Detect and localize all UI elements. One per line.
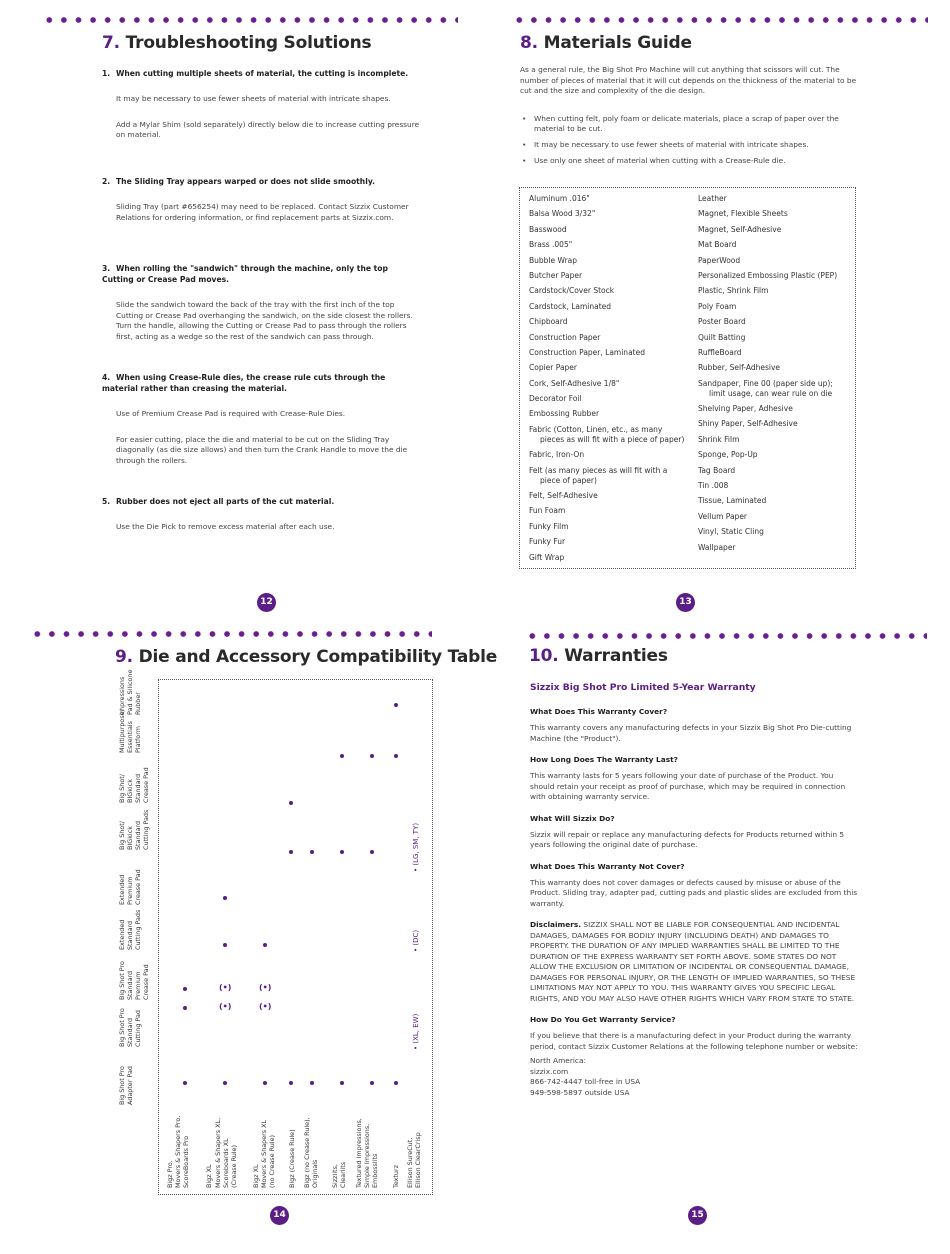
- material-item: [698, 481, 854, 491]
- compat-dot: [289, 801, 293, 805]
- compat-dot: [223, 943, 227, 947]
- dot-rule-top-right: [512, 17, 928, 23]
- page-number-12: 12: [257, 593, 276, 612]
- material-item: [698, 348, 854, 358]
- page-title-compatibility: [115, 647, 497, 667]
- compat-dot: [340, 1081, 344, 1085]
- troubleshooting-question: [102, 263, 422, 285]
- material-name: Cardstock, Laminated: [529, 301, 612, 311]
- contact-line: North America:: [530, 1056, 586, 1065]
- material-name: Construction Paper: [529, 332, 601, 342]
- warranty-heading: How Do You Get Warranty Service?: [530, 1015, 676, 1024]
- material-item: [698, 450, 854, 460]
- material-item: [529, 302, 699, 312]
- compat-dot: [394, 754, 398, 758]
- compat-optional-mark: (•): [219, 983, 232, 992]
- material-name: Poly Foam: [698, 301, 737, 311]
- warranty-section: [530, 814, 860, 851]
- warranty-paragraph: This warranty covers any manufacturing defects in your Sizzix Big Shot Pro Die-cutting Machine (the "Product").: [530, 723, 852, 743]
- answer-paragraph: Add a Mylar Shim (sold separately) directly below die to increase cutting pressure on material.: [116, 119, 420, 139]
- compat-dot: [183, 1006, 187, 1010]
- compat-dot: [263, 1081, 267, 1085]
- material-name: Construction Paper, Laminated: [529, 347, 645, 357]
- material-item: [698, 435, 854, 445]
- material-name: Butcher Paper: [529, 270, 583, 280]
- contact-line: 949-598-5897 outside USA: [530, 1087, 630, 1097]
- troubleshooting-item: [102, 263, 422, 342]
- materials-intro: As a general rule, the Big Shot Pro Machine will cut anything that scissors will cut. The number of pieces of material that it will cut depends on the thickness of the material to be cut and the size and complexity of the die design.: [520, 65, 857, 95]
- disclaimer-text: SIZZIX SHALL NOT BE LIABLE FOR CONSEQUENTIAL AND INCIDENTAL DAMAGES, DAMAGES FOR BODILY INJURY (INCLUDING DEATH) AND DAMAGES TO PROPERTY. THE DURATION OF ANY IMPLIED WARRANTIES SHALL BE LIMITED TO THE DURATION OF THE EXPRESS WARRANTY SET FORTH ABOVE. SOME STATES DO NOT ALLOW THE EXCLUSION OR LIMITATION OF INCIDENTAL OR CONSEQUENTIAL DAMAGE, DAMAGES FOR PERSONAL INJURY, OR THE LENGTH OF IMPLIED WARRANTIES, SO THESE LIMITATIONS MAY NOT APPLY TO YOU. THIS WARRANTY GIVES YOU SPECIFIC LEGAL RIGHTS, AND YOU MAY ALSO HAVE OTHER RIGHTS WHICH VARY FROM STATE TO STATE.: [530, 920, 856, 1003]
- material-name: PaperWood: [698, 255, 741, 265]
- material-name: Shrink Film: [698, 434, 740, 444]
- material-name: Felt (as many pieces as will fit with a: [529, 465, 668, 475]
- question-text: When cutting multiple sheets of material, the cutting is incomplete.: [116, 69, 409, 78]
- material-name: Fun Foam: [529, 506, 566, 516]
- compat-dot: [183, 987, 187, 991]
- material-item: [698, 240, 854, 250]
- material-name: Rubber, Self-Adhesive: [698, 363, 781, 373]
- material-name: Embossing Rubber: [529, 409, 600, 419]
- contact-line: sizzix.com: [530, 1066, 569, 1076]
- troubleshooting-item: [102, 496, 422, 533]
- compat-optional-mark: (•): [259, 983, 272, 992]
- material-item: [529, 491, 699, 501]
- material-item: [529, 409, 699, 419]
- material-name: Gift Wrap: [529, 552, 565, 562]
- materials-bullet: • It may be necessary to use fewer sheets of material with intricate shapes.: [520, 140, 860, 150]
- material-item: [529, 333, 699, 343]
- item-number: 2.: [102, 177, 111, 186]
- materials-table: [519, 187, 856, 569]
- material-item: [698, 363, 854, 373]
- material-item: [698, 225, 854, 235]
- section-title-text: Die and Accessory Compatibility Table: [132, 647, 498, 667]
- material-item: [698, 496, 854, 506]
- material-item: [529, 286, 699, 296]
- material-item: [529, 240, 699, 250]
- material-item: [698, 271, 854, 281]
- material-item: [698, 379, 854, 399]
- answer-paragraph: Use of Premium Crease Pad is required with Crease-Rule Dies.: [116, 409, 346, 418]
- material-name: Felt, Self-Adhesive: [529, 491, 598, 501]
- item-number: 3.: [102, 264, 111, 273]
- die-label: Ellison SureCut, Ellison ClearCrisp: [406, 1132, 422, 1188]
- accessory-label: Big Shot Pro Standard Cutting Pad: [118, 1008, 142, 1047]
- material-item: [698, 317, 854, 327]
- question-text: Rubber does not eject all parts of the cut material.: [116, 497, 335, 506]
- material-item: [698, 302, 854, 312]
- material-name: Funky Fur: [529, 537, 566, 547]
- section-number: 10.: [529, 646, 559, 666]
- answer-paragraph: It may be necessary to use fewer sheets of material with intricate shapes.: [116, 94, 391, 103]
- material-item: [698, 419, 854, 429]
- materials-bullet: • Use only one sheet of material when cutting with a Crease-Rule die.: [520, 156, 860, 166]
- material-item: [698, 466, 854, 476]
- material-name: Poster Board: [698, 317, 746, 327]
- material-item: [698, 543, 854, 553]
- material-name: Fabric (Cotton, Linen, etc., as many: [529, 424, 663, 434]
- compat-dot: [370, 754, 374, 758]
- material-name-cont: limit usage, can wear rule on die: [709, 388, 833, 398]
- accessory-label: Big Shot/ BIGkick Standard Crease Pad: [118, 767, 150, 803]
- compat-dot: [310, 1081, 314, 1085]
- compat-dot: [289, 1081, 293, 1085]
- compat-note: • (LG, SM, TY): [412, 822, 420, 872]
- section-number: 8.: [520, 33, 538, 53]
- compat-dot: [340, 754, 344, 758]
- compat-optional-mark: (•): [219, 1002, 232, 1011]
- material-item: [529, 425, 699, 445]
- dot-rule-bottom-right: [525, 633, 927, 639]
- material-item: [529, 363, 699, 373]
- materials-column-left: [529, 194, 699, 568]
- item-number: 5.: [102, 497, 111, 506]
- material-item: [529, 194, 699, 204]
- die-label: Texturz: [392, 1165, 400, 1188]
- troubleshooting-item: [102, 372, 422, 466]
- warranty-paragraph: This warranty lasts for 5 years following your date of purchase of the Product. You should retain your receipt as proof of purchase, which may be required in connection with obtaining warranty service.: [530, 771, 846, 801]
- material-item: [698, 256, 854, 266]
- compat-dot: [370, 1081, 374, 1085]
- item-number: 4.: [102, 373, 111, 382]
- warranty-heading: How Long Does The Warranty Last?: [530, 755, 678, 764]
- compat-dot: [370, 850, 374, 854]
- material-name: Quilt Batting: [698, 332, 746, 342]
- answer-paragraph: Use the Die Pick to remove excess material after each use.: [116, 522, 335, 531]
- section-number: 9.: [115, 647, 133, 667]
- accessory-label: Extended Premium Crease Pad: [118, 869, 142, 905]
- die-label: Movers & Shapers XL, Scoreboards XL (Crease Rule): [214, 1117, 238, 1188]
- material-name: Cork, Self-Adhesive 1/8": [529, 378, 620, 388]
- die-label: Sizzlits, Clearlits: [331, 1161, 347, 1188]
- material-name: Bubble Wrap: [529, 255, 578, 265]
- page-title-troubleshooting: [102, 33, 371, 53]
- material-item: [529, 348, 699, 358]
- answer-paragraph: Slide the sandwich toward the back of the tray with the first inch of the top Cutting or Crease Pad overhanging the sandwich, on the side closest the rollers. Turn the handle, allowing the Cutting or Crease Pad to pass through the rollers first, acting as a wedge so the rest of the sandwich can pass through.: [116, 300, 413, 341]
- answer-paragraph: For easier cutting, place the die and material to be cut on the Sliding Tray diagonally (as die size allows) and then turn the Crank Handle to move the die through the rollers.: [116, 434, 408, 465]
- material-item: [529, 522, 699, 532]
- warranty-heading: What Will Sizzix Do?: [530, 813, 615, 823]
- material-name: Shiny Paper, Self-Adhesive: [698, 419, 798, 429]
- material-item: [698, 286, 854, 296]
- dot-rule-bottom-left: [30, 631, 432, 637]
- dot-rule-top-left: [42, 17, 458, 23]
- warranty-sections: [530, 707, 860, 1098]
- material-name: Copier Paper: [529, 363, 577, 373]
- page-number-13: 13: [676, 593, 695, 612]
- warranty-section: [530, 707, 860, 744]
- warranty-disclaimer: [530, 920, 860, 1004]
- compat-dot: [394, 703, 398, 707]
- page-number-14: 14: [270, 1206, 289, 1225]
- section-title-text: Troubleshooting Solutions: [119, 33, 372, 53]
- material-name: Tag Board: [698, 465, 736, 475]
- material-item: [529, 379, 699, 389]
- material-name: Magnet, Self-Adhesive: [698, 224, 782, 234]
- compat-dot: [263, 943, 267, 947]
- material-name-cont: piece of paper): [540, 475, 597, 485]
- die-label: Bigz XL: [205, 1164, 213, 1188]
- contact-line: 866-742-4447 toll-free in USA: [530, 1077, 641, 1086]
- accessory-label: Extended Standard Cutting Pads: [118, 909, 142, 950]
- material-item: [698, 194, 854, 204]
- material-item: [529, 317, 699, 327]
- troubleshooting-item: [102, 68, 422, 141]
- material-item: [529, 537, 699, 547]
- compat-dot: [223, 896, 227, 900]
- material-name: Aluminum .016": [529, 194, 590, 203]
- troubleshooting-question: [102, 176, 422, 187]
- material-name: Vinyl, Static Cling: [698, 527, 764, 537]
- warranty-section: [530, 755, 860, 803]
- material-name: Personalized Embossing Plastic (PEP): [698, 270, 838, 280]
- material-name-cont: pieces as will fit with a piece of paper): [540, 434, 685, 444]
- troubleshooting-question: [102, 372, 422, 394]
- section-title-text: Materials Guide: [537, 33, 692, 53]
- item-number: 1.: [102, 69, 111, 78]
- material-item: [529, 553, 699, 563]
- material-name: Chipboard: [529, 317, 568, 327]
- material-name: Balsa Wood 3/32": [529, 209, 596, 219]
- materials-bullet: • When cutting felt, poly foam or delicate materials, place a scrap of paper over the material to be cut.: [520, 114, 860, 134]
- disclaimer-label: Disclaimers.: [530, 920, 582, 929]
- material-item: [529, 394, 699, 404]
- compat-dot: [394, 1081, 398, 1085]
- compat-dot: [223, 1081, 227, 1085]
- material-item: [698, 209, 854, 219]
- compat-optional-mark: (•): [259, 1002, 272, 1011]
- accessory-label: Big Shot Pro Standard Premium Crease Pad: [118, 961, 150, 1000]
- material-name: Mat Board: [698, 240, 737, 250]
- warranty-paragraph: If you believe that there is a manufacturing defect in your Product during the warranty period, contact Sizzix Customer Relations at the following telephone number or website:: [530, 1031, 858, 1051]
- material-name: Funky Film: [529, 521, 569, 531]
- troubleshooting-question: [102, 496, 422, 507]
- material-item: [529, 225, 699, 235]
- accessory-label: Multipurpose/ Essentials Platform: [118, 709, 142, 753]
- material-name: Fabric, Iron-On: [529, 450, 585, 460]
- troubleshooting-item: [102, 176, 422, 223]
- warranty-paragraph: This warranty does not cover damages or defects caused by misuse or abuse of the Product. Sliding tray, adapter pad, cutting pads and plastic slides are excluded from this warranty.: [530, 877, 858, 908]
- material-name: Brass .005": [529, 240, 573, 250]
- warranty-paragraph: Sizzix will repair or replace any manufacturing defects for Products returned within 5 years following the original date of purchase.: [530, 829, 845, 849]
- die-label: Bigz (no Crease Rule), Originals: [303, 1117, 319, 1188]
- die-label: Bigz XL Movers & Shapers XL (no Crease Rule): [252, 1119, 276, 1188]
- material-item: [529, 209, 699, 219]
- section-number: 7.: [102, 33, 120, 53]
- material-name: Shelving Paper, Adhesive: [698, 404, 793, 414]
- warranty-section: [530, 862, 860, 910]
- material-item: [698, 512, 854, 522]
- compat-dot: [183, 1081, 187, 1085]
- material-name: Cardstock/Cover Stock: [529, 286, 615, 296]
- material-item: [698, 333, 854, 343]
- accessory-label: Big Shot Pro Adapter Pad: [118, 1066, 134, 1105]
- material-name: RuffleBoard: [698, 347, 742, 357]
- material-name: Tin .008: [698, 481, 729, 491]
- material-item: [529, 506, 699, 516]
- question-text: When rolling the "sandwich" through the machine, only the top Cutting or Crease Pad moves.: [102, 264, 388, 284]
- material-name: Wallpaper: [698, 542, 736, 552]
- material-name: Magnet, Flexible Sheets: [698, 209, 788, 219]
- compat-dot: [340, 850, 344, 854]
- material-name: Basswood: [529, 224, 567, 234]
- compat-dot: [289, 850, 293, 854]
- warranty-subtitle: Sizzix Big Shot Pro Limited 5-Year Warranty: [530, 682, 756, 693]
- page-number-15: 15: [688, 1206, 707, 1225]
- material-name: Decorator Foil: [529, 394, 582, 404]
- material-item: [529, 256, 699, 266]
- material-item: [529, 466, 699, 486]
- material-item: [529, 271, 699, 281]
- material-name: Sponge, Pop-Up: [698, 450, 758, 460]
- warranty-heading: What Does This Warranty Not Cover?: [530, 861, 685, 871]
- troubleshooting-question: [102, 68, 422, 79]
- page-title-warranties: [529, 646, 668, 666]
- compat-dot: [310, 850, 314, 854]
- material-name: Vellum Paper: [698, 511, 748, 521]
- compat-note: • (DC): [412, 929, 420, 952]
- warranty-heading: What Does This Warranty Cover?: [530, 707, 668, 716]
- materials-column-right: [698, 194, 854, 558]
- die-label: Bigz (Crease Rule): [288, 1129, 296, 1188]
- page-title-materials: [520, 33, 692, 53]
- material-name: Tissue, Laminated: [698, 496, 767, 506]
- compat-note: • (XL, EW): [412, 1013, 420, 1050]
- section-title-text: Warranties: [558, 646, 668, 666]
- material-name: Sandpaper, Fine 00 (paper side up);: [698, 378, 833, 388]
- accessory-label: Big Shot/ BIGkick Standard Cutting Pads: [118, 809, 150, 850]
- compatibility-grid: [158, 679, 433, 1195]
- material-item: [698, 527, 854, 537]
- material-item: [698, 404, 854, 414]
- accessory-label: Impressions Pad & Silicone Rubber: [118, 669, 142, 715]
- material-item: [529, 450, 699, 460]
- die-label: Textured Impressions, Simple Impressions, Embosslits: [355, 1118, 379, 1188]
- question-text: When using Crease-Rule dies, the crease rule cuts through the material rather than creasing the material.: [102, 373, 386, 393]
- materials-bullets: [520, 114, 860, 172]
- die-label: Bigz Pro, Movers & Shapers Pro, ScoreBoards Pro: [166, 1115, 190, 1188]
- answer-paragraph: Sliding Tray (part #656254) may need to be replaced. Contact Sizzix Customer Relations for ordering information, or find replacement parts at Sizzix.com.: [116, 202, 409, 222]
- question-text: The Sliding Tray appears warped or does not slide smoothly.: [116, 177, 375, 186]
- material-name: Plastic, Shrink Film: [698, 286, 769, 296]
- material-name: Leather: [698, 194, 727, 203]
